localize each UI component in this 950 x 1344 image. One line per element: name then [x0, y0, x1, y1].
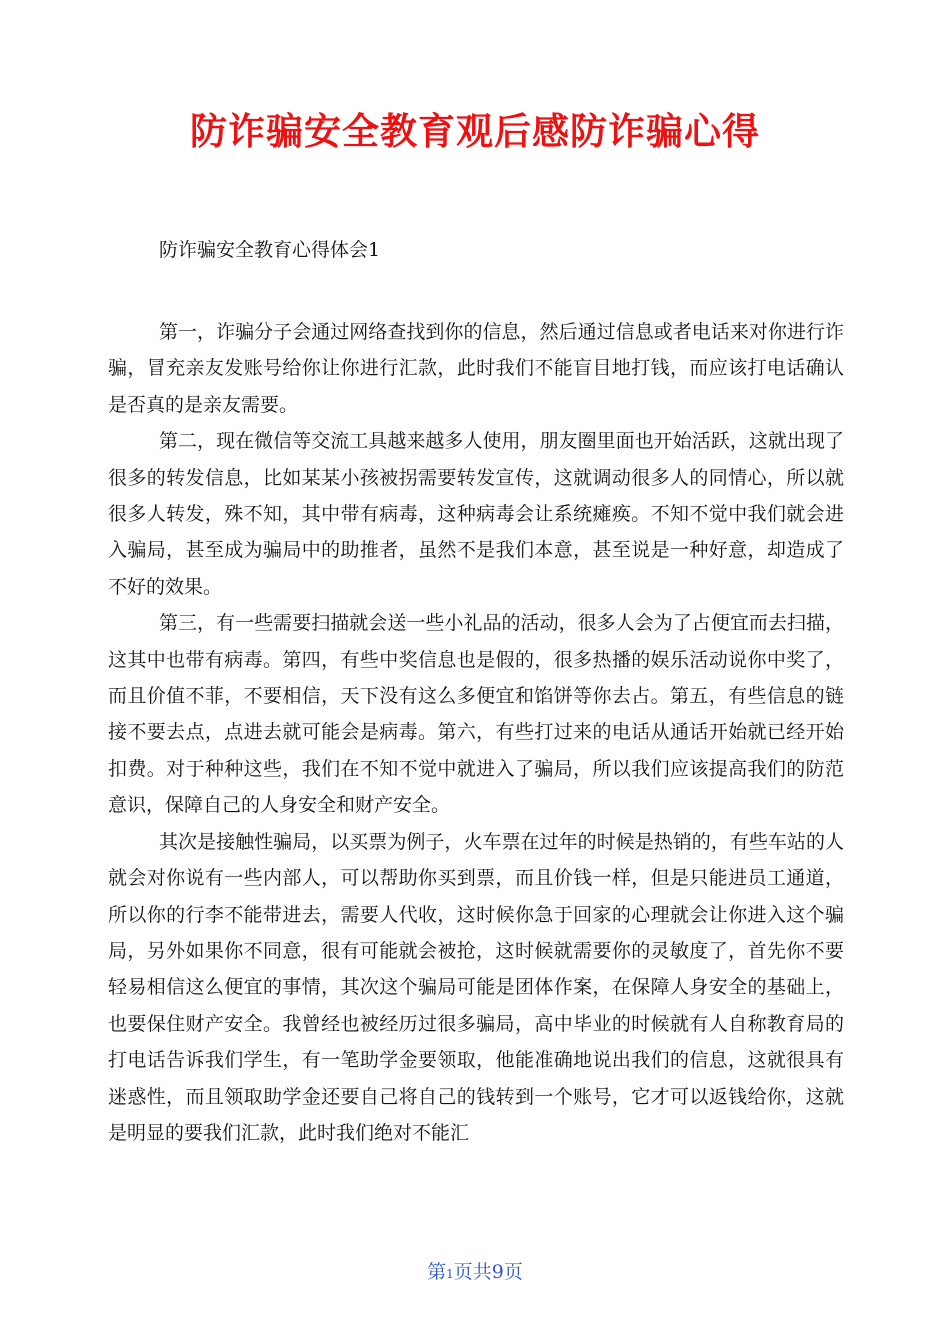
footer-total-pages: 9	[491, 1261, 504, 1283]
footer-prefix: 第	[427, 1261, 447, 1283]
section-subtitle: 防诈骗安全教育心得体会1	[159, 239, 381, 261]
paragraph-4: 其次是接触性骗局，以买票为例子，火车票在过年的时候是热销的，有些车站的人就会对你说有一些内部人，可以帮助你买到票，而且价钱一样，但是只能进员工通道，所以你的行李不能带进去，需要人代收，这时候你急于回家的心理就会让你进入这个骗局，另外如果你不同意，很有可能就会被抢，这时候就需要你的灵敏度了，首先你不要轻易相信这么便宜的事情，其次这个骗局可能是团体作案，在保障人身安全的基础上，也要保住财产安全。我曾经也被经历过很多骗局，高中毕业的时候就有人自称教育局的打电话告诉我们学生，有一笔助学金要领取，他能准确地说出我们的信息，这就很具有迷惑性，而且领取助学金还要自己将自己的钱转到一个账号，它才可以返钱给你，这就是明显的要我们汇款，此时我们绝对不能汇	[108, 830, 844, 1144]
page-footer	[0, 1258, 950, 1288]
footer-middle: 页共	[453, 1261, 492, 1283]
footer-page-number: 1	[446, 1267, 454, 1281]
paragraph-1: 第一，诈骗分子会通过网络查找到你的信息，然后通过信息或者电话来对你进行诈骗，冒充亲友发账号给你让你进行汇款，此时我们不能盲目地打钱，而应该打电话确认是否真的是亲友需要。	[108, 321, 844, 416]
paragraph-3: 第三，有一些需要扫描就会送一些小礼品的活动，很多人会为了占便宜而去扫描，这其中也带有病毒。第四，有些中奖信息也是假的，很多热播的娱乐活动说你中奖了，而且价值不菲，不要相信，天下没有这么多便宜和馅饼等你去占。第五，有些信息的链接不要去点，点进去就可能会是病毒。第六，有些打过来的电话从通话开始就已经开始扣费。对于种种这些，我们在不知不觉中就进入了骗局，所以我们应该提高我们的防范意识，保障自己的人身安全和财产安全。	[108, 612, 844, 817]
document-title: 防诈骗安全教育观后感防诈骗心得	[190, 110, 760, 153]
document-body	[108, 314, 844, 1151]
footer-suffix: 页	[503, 1261, 523, 1283]
paragraph-2: 第二，现在微信等交流工具越来越多人使用，朋友圈里面也开始活跃，这就出现了很多的转发信息，比如某某小孩被拐需要转发宣传，这就调动很多人的同情心，所以就很多人转发，殊不知，其中带有病毒，这种病毒会让系统瘫痪。不知不觉中我们就会进入骗局，甚至成为骗局中的助推者，虽然不是我们本意，甚至说是一种好意，却造成了不好的效果。	[108, 430, 844, 598]
